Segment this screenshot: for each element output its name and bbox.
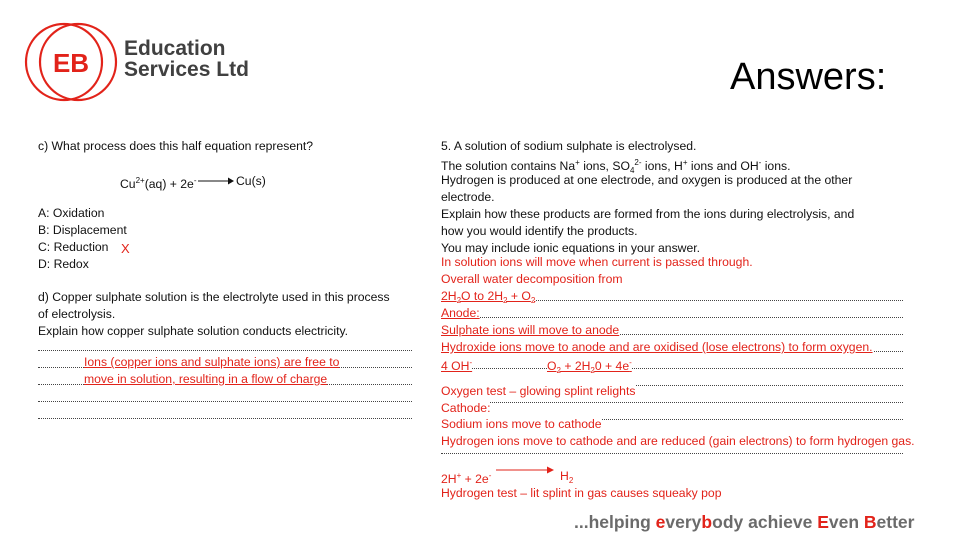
eq-sup: - (488, 471, 492, 480)
option-c: C: Reduction (38, 240, 109, 254)
eq-right: Cu(s) (236, 174, 266, 188)
q5-text: ions, SO (579, 159, 630, 173)
eq-part: 4 OH (441, 359, 470, 373)
eq-part: H (560, 469, 569, 483)
eq-sub: 2 (456, 296, 462, 305)
tagline-part: ven (828, 512, 864, 532)
brand-name-line2: Services Ltd (124, 58, 249, 81)
q5-text: ions, H (641, 159, 683, 173)
question-c: c) What process does this half equation represent? (38, 139, 314, 153)
answer-d-line2: move in solution, resulting in a flow of charge (84, 372, 328, 386)
eq-part: 2H (441, 289, 457, 303)
eq-sub: 2 (590, 366, 595, 375)
answer-5-line2: Overall water decomposition from (441, 272, 623, 286)
eq-sub: 2 (503, 296, 508, 305)
brand-name (124, 38, 249, 80)
answer-5-anode-heading: Anode: (441, 306, 480, 320)
eq-sub: 2 (568, 476, 574, 485)
tagline-highlight: e (655, 512, 666, 532)
answer-line (441, 453, 903, 454)
eq-sup: + (456, 471, 462, 480)
logo-mark: EB (52, 48, 90, 78)
eq-electron-charge: - (193, 176, 197, 185)
question-5-line1: 5. A solution of sodium sulphate is electrolysed. (441, 139, 697, 153)
answer-5-hydroxide: Hydroxide ions move to anode and are oxidised (lose electrons) to form oxygen. (441, 340, 873, 354)
answer-5-hydrogen-test: Hydrogen test – lit splint in gas causes squeaky pop (441, 486, 722, 500)
answer-line (38, 401, 412, 402)
question-5-line6: how you would identify the products. (441, 224, 638, 238)
q5-sub: 4 (629, 166, 635, 175)
reaction-arrow-icon (198, 176, 234, 186)
answer-5-hydrogen-ions: Hydrogen ions move to cathode and are reduced (gain electrons) to form hydrogen gas. (441, 434, 915, 448)
answer-5-sulphate: Sulphate ions will move to anode (441, 323, 620, 337)
eq-part: + 2e (461, 472, 489, 486)
q5-sup: + (575, 158, 580, 167)
q5-sup: - (758, 158, 762, 167)
eq-sup: - (629, 358, 632, 367)
answer-d-line1: Ions (copper ions and sulphate ions) are free to (84, 355, 340, 369)
tagline-part: ...helping (574, 512, 656, 532)
eq-part: O (547, 359, 557, 373)
half-equation (120, 173, 197, 193)
answer-line (441, 402, 903, 403)
question-d-line2: of electrolysis. (38, 307, 116, 321)
eq-part: 0 + 4e (594, 359, 630, 373)
question-5-line5: Explain how these products are formed from the ions during electrolysis, and (441, 207, 855, 221)
question-5-line7: You may include ionic equations in your answer. (441, 241, 701, 255)
eq-left: Cu (120, 177, 136, 191)
tagline-part: etter (876, 512, 915, 532)
reaction-arrow-icon (496, 465, 554, 475)
answer-line (441, 317, 903, 318)
eq-sup: - (469, 358, 473, 367)
question-5-line4: electrode. (441, 190, 495, 204)
answer-5-anode-eq-right (547, 355, 632, 380)
eb-logo-icon (22, 20, 122, 120)
option-d: D: Redox (38, 257, 89, 271)
answer-5-sodium: Sodium ions move to cathode (441, 417, 602, 431)
q5-sup: + (682, 158, 688, 167)
brand-name-line1: Education (124, 37, 226, 60)
tagline (574, 512, 914, 533)
q5-sup: 2- (634, 158, 642, 167)
answer-5-oxygen-test: Oxygen test – glowing splint relights (441, 384, 636, 398)
tagline-highlight: b (701, 512, 713, 532)
eq-part: 2H (441, 472, 457, 486)
option-b: B: Displacement (38, 223, 127, 237)
answer-mark: X (121, 241, 130, 256)
eq-left-rest: (aq) + 2e (144, 177, 194, 191)
eq-part: O to 2H (461, 289, 504, 303)
q5-text: The solution contains Na (441, 159, 576, 173)
q5-text: ions. (761, 159, 791, 173)
q5-text: ions and OH (687, 159, 759, 173)
question-5-line3: Hydrogen is produced at one electrode, and oxygen is produced at the other (441, 173, 853, 187)
eq-sub: 2 (530, 296, 536, 305)
question-d-line1: d) Copper sulphate solution is the electrolyte used in this process (38, 290, 390, 304)
answer-5-anode-eq-left (441, 355, 472, 375)
answer-5-line1: In solution ions will move when current is passed through. (441, 255, 753, 269)
answer-line (38, 350, 412, 351)
tagline-highlight: E (817, 512, 829, 532)
tagline-part: ody achieve (712, 512, 818, 532)
page-title: Answers: (730, 56, 887, 98)
eq-part: + O (507, 289, 531, 303)
answer-5-cathode-heading: Cathode: (441, 401, 491, 415)
eq-left-charge: 2+ (135, 176, 145, 185)
question-d-line3: Explain how copper sulphate solution conducts electricity. (38, 324, 349, 338)
option-a: A: Oxidation (38, 206, 105, 220)
answer-line (38, 418, 412, 419)
tagline-highlight: B (863, 512, 877, 532)
tagline-part: very (665, 512, 702, 532)
answer-line (441, 368, 903, 369)
eq-sub: 2 (556, 366, 561, 375)
eq-part: + 2H (560, 359, 591, 373)
